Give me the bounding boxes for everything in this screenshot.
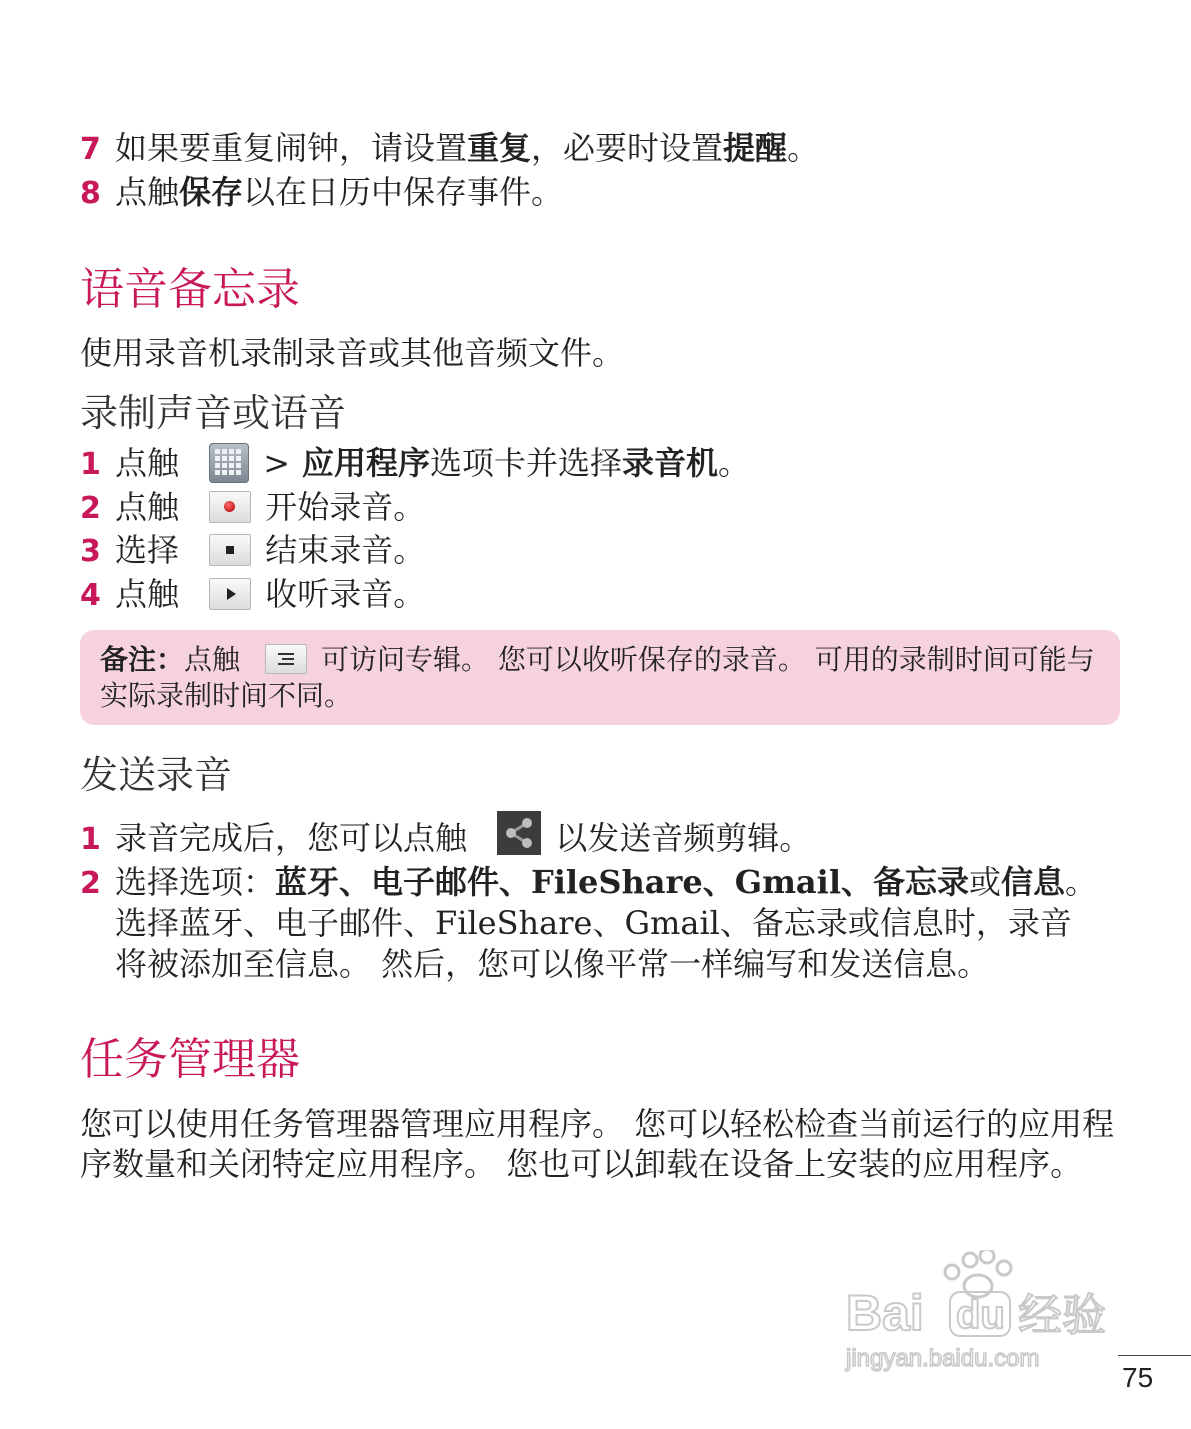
record-icon[interactable] (209, 491, 251, 523)
step-text: 。 (718, 444, 751, 482)
menu-line (278, 663, 294, 665)
step-number: 2 (80, 866, 101, 901)
svg-text:经验: 经验 (1018, 1290, 1106, 1341)
subheading-record: 录制声音或语音 (80, 391, 347, 435)
share-icon[interactable] (497, 811, 541, 855)
step-bold-reminder: 提醒 (723, 129, 788, 167)
menu-line (278, 653, 294, 655)
step-bold-repeat: 重复 (467, 129, 532, 167)
svg-text:Bai: Bai (846, 1285, 924, 1341)
menu-line (282, 658, 294, 660)
send-step-2-line2: 选择蓝牙、电子邮件、FileShare、Gmail、备忘录或信息时，录音 (115, 904, 1072, 942)
step-bold-apps: 应用程序 (302, 444, 431, 482)
voice-step-2 (80, 487, 425, 529)
heading-task-manager: 任务管理器 (80, 1034, 300, 1085)
step-text: 点触 (115, 173, 180, 211)
step-number: 3 (80, 534, 101, 569)
page-number: 75 (1122, 1362, 1154, 1393)
share-glyph (497, 811, 541, 855)
step-text: 或 (968, 863, 1001, 901)
step-text: 点触 (115, 488, 180, 526)
step-number: 1 (80, 447, 101, 482)
svg-text:jingyan.baidu.com: jingyan.baidu.com (846, 1345, 1040, 1372)
heading-voice-memo: 语音备忘录 (80, 264, 300, 315)
voice-step-3 (80, 530, 425, 572)
menu-list-icon[interactable] (265, 644, 307, 674)
page-rule (1118, 1355, 1191, 1356)
step-text: 收听录音。 (265, 575, 426, 613)
step-text: 。 (787, 129, 820, 167)
step-text: 选择选项： (115, 863, 276, 901)
step-text: ，必要时设置 (531, 129, 724, 167)
step-number: 8 (80, 176, 101, 211)
step-text: 以在日历中保存事件。 (243, 173, 564, 211)
subheading-send: 发送录音 (80, 753, 233, 797)
note-body: 可访问专辑。 您可以收听保存的录音。 可用的录制时间可能与实际录制时间不同。 (100, 643, 1095, 712)
step-text: 开始录音。 (265, 488, 426, 526)
baidu-watermark-logo (842, 1250, 1142, 1390)
voice-intro: 使用录音机录制录音或其他音频文件。 (80, 334, 625, 372)
step-text: 点触 (115, 575, 180, 613)
note-text (100, 642, 1110, 714)
step-bold-save: 保存 (179, 173, 244, 211)
step-text: 选择 (115, 531, 180, 569)
play-triangle (227, 588, 236, 600)
note-pre: 点触 (184, 643, 241, 676)
step-number: 4 (80, 578, 101, 613)
send-step-1 (80, 818, 811, 863)
send-step-2-line3: 将被添加至信息。 然后，您可以像平常一样编写和发送信息。 (115, 945, 990, 983)
step-number: 1 (80, 822, 101, 857)
step-text: 点触 (115, 444, 180, 482)
step-bold-options: 蓝牙、电子邮件、FileShare、Gmail、备忘录 (275, 863, 969, 901)
step-bold-recorder: 录音机 (622, 444, 719, 482)
step-text: 。 (1065, 863, 1098, 901)
step-number: 7 (80, 132, 101, 167)
arrow-separator: > (263, 444, 290, 482)
step-text: 以发送音频剪辑。 (555, 819, 812, 857)
step-8 (80, 172, 563, 214)
step-bold-message: 信息 (1001, 863, 1066, 901)
send-step-2 (80, 862, 1097, 904)
stop-icon[interactable] (209, 534, 251, 566)
voice-step-4 (80, 574, 425, 616)
task-manager-body: 您可以使用任务管理器管理应用程序。 您可以轻松检查当前运行的应用程序数量和关闭特定应用程序。 您也可以卸载在设备上安装的应用程序。 (80, 1105, 1115, 1183)
apps-grid-icon[interactable] (209, 443, 249, 483)
step-number: 2 (80, 491, 101, 526)
step-text: 如果要重复闹钟，请设置 (115, 129, 468, 167)
record-dot (224, 501, 235, 512)
voice-step-1 (80, 443, 750, 486)
svg-text:du: du (956, 1293, 1005, 1337)
step-text: 选项卡并选择 (430, 444, 623, 482)
step-text: 结束录音。 (265, 531, 426, 569)
play-icon[interactable] (209, 578, 251, 610)
step-7 (80, 128, 819, 170)
stop-square (226, 546, 234, 554)
note-label: 备注： (100, 643, 185, 676)
step-text: 录音完成后，您可以点触 (115, 819, 468, 857)
